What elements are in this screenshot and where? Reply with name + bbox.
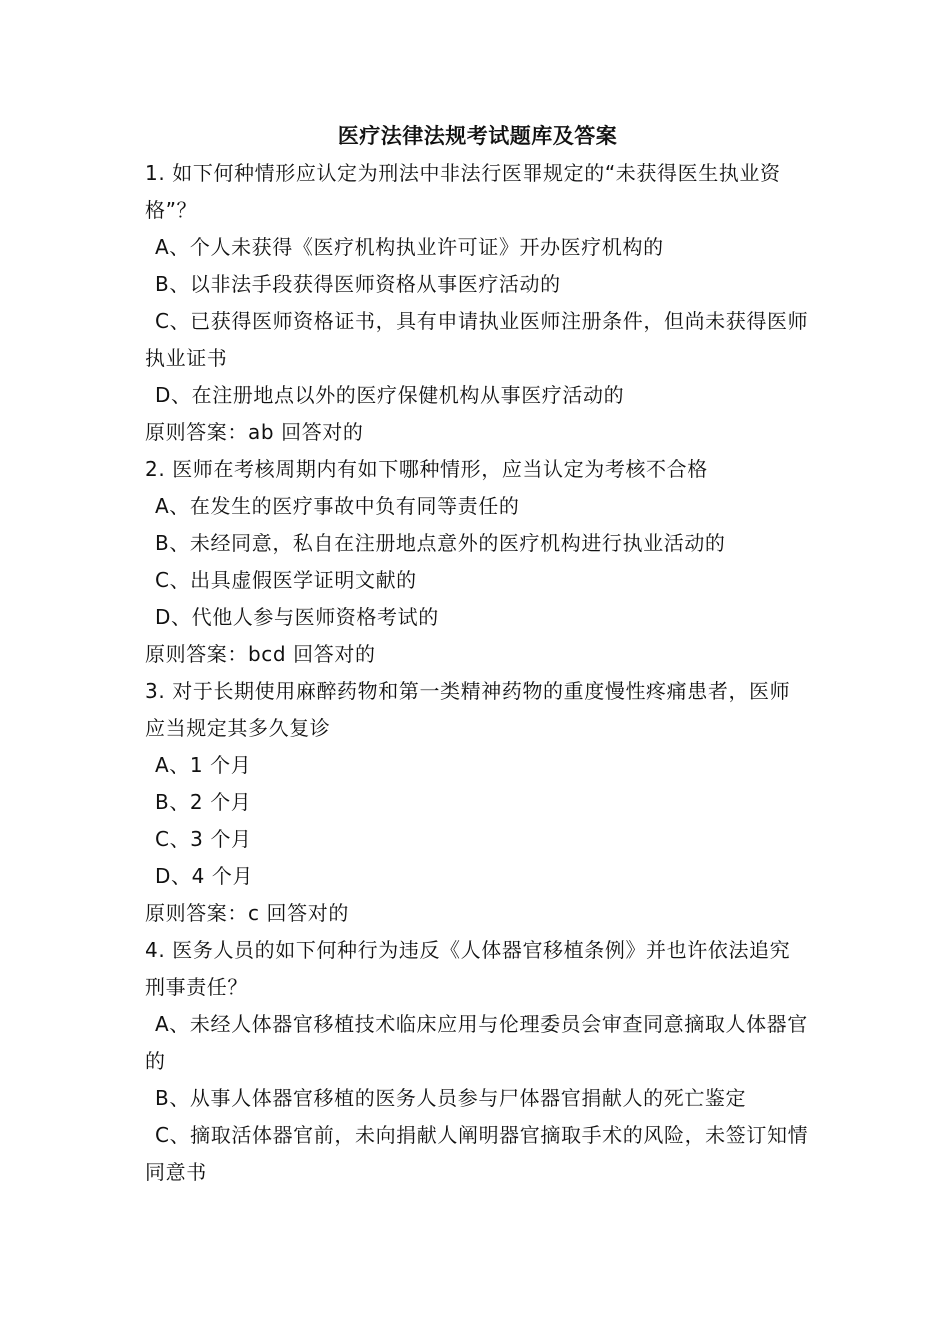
option-a: A、未经人体器官移植技术临床应用与伦理委员会审查同意摘取人体器官的: [145, 1012, 808, 1073]
option-c: C、已获得医师资格证书，具有申请执业医师注册条件，但尚未获得医师执业证书: [145, 309, 809, 370]
option-d: D、代他人参与医师资格考试的: [155, 605, 439, 629]
option-b: B、从事人体器官移植的医务人员参与尸体器官捐献人的死亡鉴定: [155, 1086, 747, 1110]
option-c: C、出具虚假医学证明文献的: [155, 568, 417, 592]
option-b: B、未经同意，私自在注册地点意外的医疗机构进行执业活动的: [155, 531, 726, 555]
question-stem: 2. 医师在考核周期内有如下哪种情形，应当认定为考核不合格: [145, 457, 708, 481]
answer-line: 原则答案：ab 回答对的: [145, 420, 364, 444]
option-a: A、1 个月: [155, 753, 252, 777]
document-title: 医疗法律法规考试题库及答案: [337, 124, 618, 148]
option-d: D、4 个月: [155, 864, 254, 888]
question-stem: 4. 医务人员的如下何种行为违反《人体器官移植条例》并也许依法追究刑事责任？: [145, 938, 791, 999]
document-body: [145, 118, 810, 1191]
option-c: C、摘取活体器官前，未向捐献人阐明器官摘取手术的风险，未签订知情同意书: [145, 1123, 809, 1184]
answer-line: 原则答案：bcd 回答对的: [145, 642, 376, 666]
option-a: A、个人未获得《医疗机构执业许可证》开办医疗机构的: [155, 235, 664, 259]
question-2: [145, 451, 810, 673]
option-c: C、3 个月: [155, 827, 252, 851]
option-d: D、在注册地点以外的医疗保健机构从事医疗活动的: [155, 383, 625, 407]
answer-line: 原则答案：c 回答对的: [145, 901, 349, 925]
question-4: [145, 932, 810, 1191]
question-1: [145, 155, 810, 451]
question-stem: 3. 对于长期使用麻醉药物和第一类精神药物的重度慢性疼痛患者，医师应当规定其多久复诊: [145, 679, 791, 740]
question-3: [145, 673, 810, 932]
question-stem: 1. 如下何种情形应认定为刑法中非法行医罪规定的“未获得医生执业资格”？: [145, 161, 781, 222]
option-b: B、2 个月: [155, 790, 252, 814]
option-b: B、以非法手段获得医师资格从事医疗活动的: [155, 272, 561, 296]
option-a: A、在发生的医疗事故中负有同等责任的: [155, 494, 520, 518]
